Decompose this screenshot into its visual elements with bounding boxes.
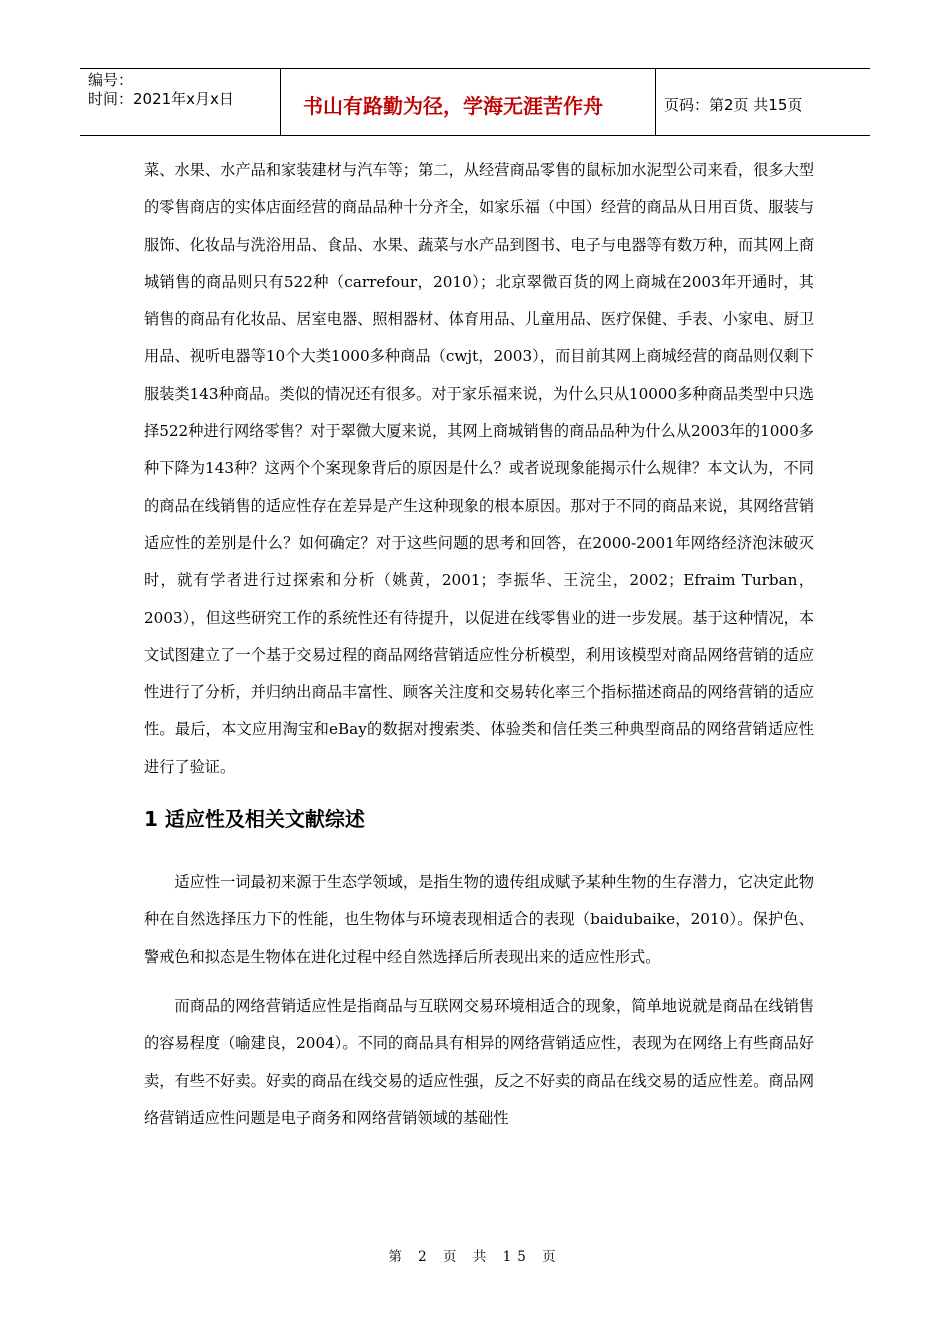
page-header (80, 68, 870, 136)
header-page-label: 页码：第2页 共15页 (664, 95, 803, 114)
body-paragraph: 而商品的网络营销适应性是指商品与互联网交易环境相适合的现象，简单地说就是商品在线销售的容易程度（喻建良，2004）。不同的商品具有相异的网络营销适应性，表现为在网络上有些商品好卖，有些不好卖。好卖的商品在线交易的适应性强，反之不好卖的商品在线交易的适应性差。商品网络营销适应性问题是电子商务和网络营销领域的基础性 (144, 996, 814, 1127)
section-heading: 1 适应性及相关文献综述 (144, 807, 365, 832)
page-footer: 第 2 页 共 15 页 (388, 1249, 562, 1265)
header-meta (80, 69, 281, 135)
document-body (144, 152, 814, 1137)
document-date-label: 时间：2021年x月x日 (88, 90, 234, 108)
body-paragraph: 菜、水果、水产品和家装建材与汽车等；第二，从经营商品零售的鼠标加水泥型公司来看，很多大型的零售商店的实体店面经营的商品品种十分齐全，如家乐福（中国）经营的商品从日用百货、服装与服饰、化妆品与洗浴用品、食品、水果、蔬菜与水产品到图书、电子与电器等有数万种，而其网上商城销售的商品则只有522种（carrefour，2010）；北京翠微百货的网上商城在2003年开通时，其销售的商品有化妆品、居室电器、照相器材、体育用品、儿童用品、医疗保健、手表、小家电、厨卫用品、视听电器等10个大类1000多种商品（cwjt，2003），而目前其网上商城经营的商品则仅剩下服装类143种商品。类似的情况还有很多。对于家乐福来说，为什么只从10000多种商品类型中只选择522种进行网络零售？对于翠微大厦来说，其网上商城销售的商品品种为什么从2003年的1000多种下降为143种？这两个个案现象背后的原因是什么？或者说现象能揭示什么规律？本文认为，不同的商品在线销售的适应性存在差异是产生这种现象的根本原因。那对于不同的商品来说，其网络营销适应性的差别是什么？如何确定？对于这些问题的思考和回答，在2000-2001年网络经济泡沫破灭时，就有学者进行过探索和分析（姚黄，2001；李振华、王浣尘，2002；Efraim Turban，2003），但这些研究工作的系统性还有待提升，以促进在线零售业的进一步发展。基于这种情况，本文试图建立了一个基于交易过程的商品网络营销适应性分析模型，利用该模型对商品网络营销的适应性进行了分析，并归纳出商品丰富性、顾客关注度和交易转化率三个指标描述商品的网络营销的适应性。最后，本文应用淘宝和eBay的数据对搜索类、体验类和信任类三种典型商品的网络营销适应性进行了验证。 (144, 161, 814, 776)
document-number-label: 编号： (88, 71, 134, 89)
header-slogan: 书山有路勤为径，学海无涯苦作舟 (281, 69, 656, 135)
body-paragraph: 适应性一词最初来源于生态学领域，是指生物的遗传组成赋予某种生物的生存潜力，它决定此物种在自然选择压力下的性能，也生物体与环境表现相适合的表现（baidubaike，2010）。保护色、警戒色和拟态是生物体在进化过程中经自然选择后所表现出来的适应性形式。 (144, 873, 814, 966)
